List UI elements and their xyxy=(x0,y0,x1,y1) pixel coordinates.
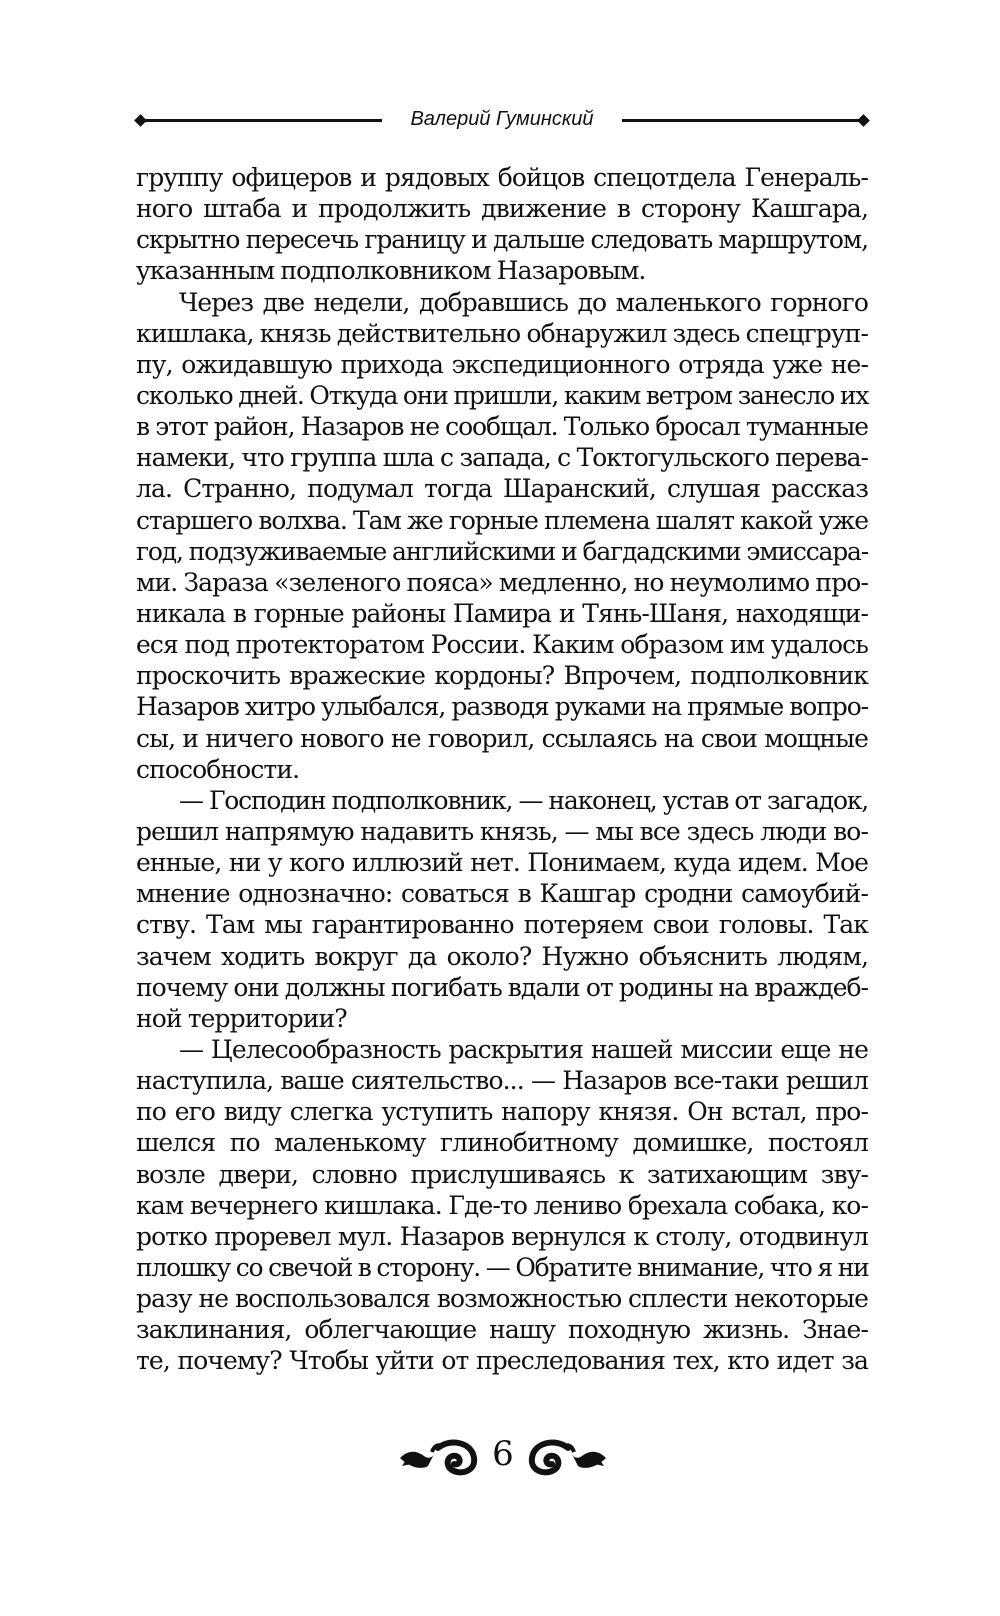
text-line: год, подзуживаемые английскими и багдадскими эмиссара- xyxy=(136,536,868,566)
text-line: зачем ходить вокруг да около? Нужно объяснить людям, xyxy=(136,941,868,971)
text-line: в этот район, Назаров не сообщал. Только бросал туманные xyxy=(136,412,868,442)
text-line: ству. Там мы гарантированно потеряем свои головы. Так xyxy=(136,910,868,940)
left-flourish-ornament xyxy=(398,1436,478,1476)
text-line: Назаров хитро улыбался, разводя руками на прямые вопро- xyxy=(136,692,868,722)
text-line: сколько дней. Откуда они пришли, каким ветром занесло их xyxy=(136,380,869,410)
text-line: скрытно пересечь границу и дальше следовать маршрутом, xyxy=(136,225,868,255)
running-header-author: Валерий Гуминский xyxy=(410,108,594,130)
text-line: ного штаба и продолжить движение в сторону Кашгара, xyxy=(136,194,868,224)
text-line: шелся по маленькому глинобитному домишке, постоял xyxy=(136,1128,868,1158)
text-line: заклинания, облегчающие нашу походную жизнь. Знае- xyxy=(136,1315,868,1345)
text-line: наступила, ваше сиятельство... — Назаров все-таки решил xyxy=(136,1066,868,1096)
text-line: способности. xyxy=(136,754,300,784)
text-line: решил напрямую надавить князь, — мы все здесь люди во- xyxy=(136,816,868,846)
text-line: намеки, что группа шла с запада, с Токтогульского перева- xyxy=(136,443,868,473)
body-text xyxy=(136,162,868,1376)
text-line: ротко проревел мул. Назаров вернулся к столу, отодвинул xyxy=(136,1221,868,1251)
text-line: кам вечернего кишлака. Где-то лениво брехала собака, ко- xyxy=(136,1190,868,1220)
text-line: возле двери, словно прислушиваясь к затихающим зву- xyxy=(136,1159,868,1189)
right-flourish-ornament xyxy=(528,1436,608,1476)
text-line: — Целесообразность раскрытия нашей миссии еще не xyxy=(179,1034,868,1064)
text-line: мнение однозначно: соваться в Кашгар сродни самоубий- xyxy=(136,879,868,909)
page-footer xyxy=(398,1430,608,1482)
text-line: те, почему? Чтобы уйти от преследования тех, кто идет за xyxy=(136,1346,868,1376)
text-line: кишлака, князь действительно обнаружил здесь спецгруп- xyxy=(136,318,868,348)
text-line: проскочить вражеские кордоны? Впрочем, подполковник xyxy=(136,661,868,691)
text-line: пу, ожидавшую прихода экспедиционного отряда уже не- xyxy=(136,349,868,379)
text-line: старшего волхва. Там же горные племена шалят какой уже xyxy=(136,505,868,535)
header-rule-right xyxy=(622,119,864,122)
text-line: Через две недели, добравшись до маленького горного xyxy=(179,287,868,317)
header-rule-left xyxy=(140,119,382,122)
text-line: указанным подполковником Назаровым. xyxy=(136,256,646,286)
text-line: ной территории? xyxy=(136,1003,347,1033)
text-line: еся под протекторатом России. Каким образом им удалось xyxy=(136,630,868,660)
text-line: никала в горные районы Памира и Тянь-Шаня, находящи- xyxy=(136,598,868,628)
page-number: 6 xyxy=(492,1434,514,1474)
text-line: разу не воспользовался возможностью сплести некоторые xyxy=(136,1284,868,1314)
text-line: — Господин подполковник, — наконец, устав от загадок, xyxy=(179,785,868,815)
text-line: сы, и ничего нового не говорил, ссылаясь на свои мощные xyxy=(136,723,868,753)
header-diamond-right xyxy=(857,114,870,127)
text-line: плошку со свечой в сторону. — Обратите внимание, что я ни xyxy=(136,1252,869,1282)
text-line: группу офицеров и рядовых бойцов спецотдела Генераль- xyxy=(136,163,868,192)
text-line: енные, ни у кого иллюзий нет. Понимаем, куда идем. Мое xyxy=(136,848,868,878)
text-line: почему они должны погибать вдали от родины на враждеб- xyxy=(136,972,868,1002)
text-line: ла. Странно, подумал тогда Шаранский, слушая рассказ xyxy=(136,474,868,504)
running-header xyxy=(136,103,868,137)
text-line: ми. Зараза «зеленого пояса» медленно, но неумолимо про- xyxy=(136,567,868,597)
text-line: по его виду слегка уступить напору князя. Он встал, про- xyxy=(136,1097,868,1127)
